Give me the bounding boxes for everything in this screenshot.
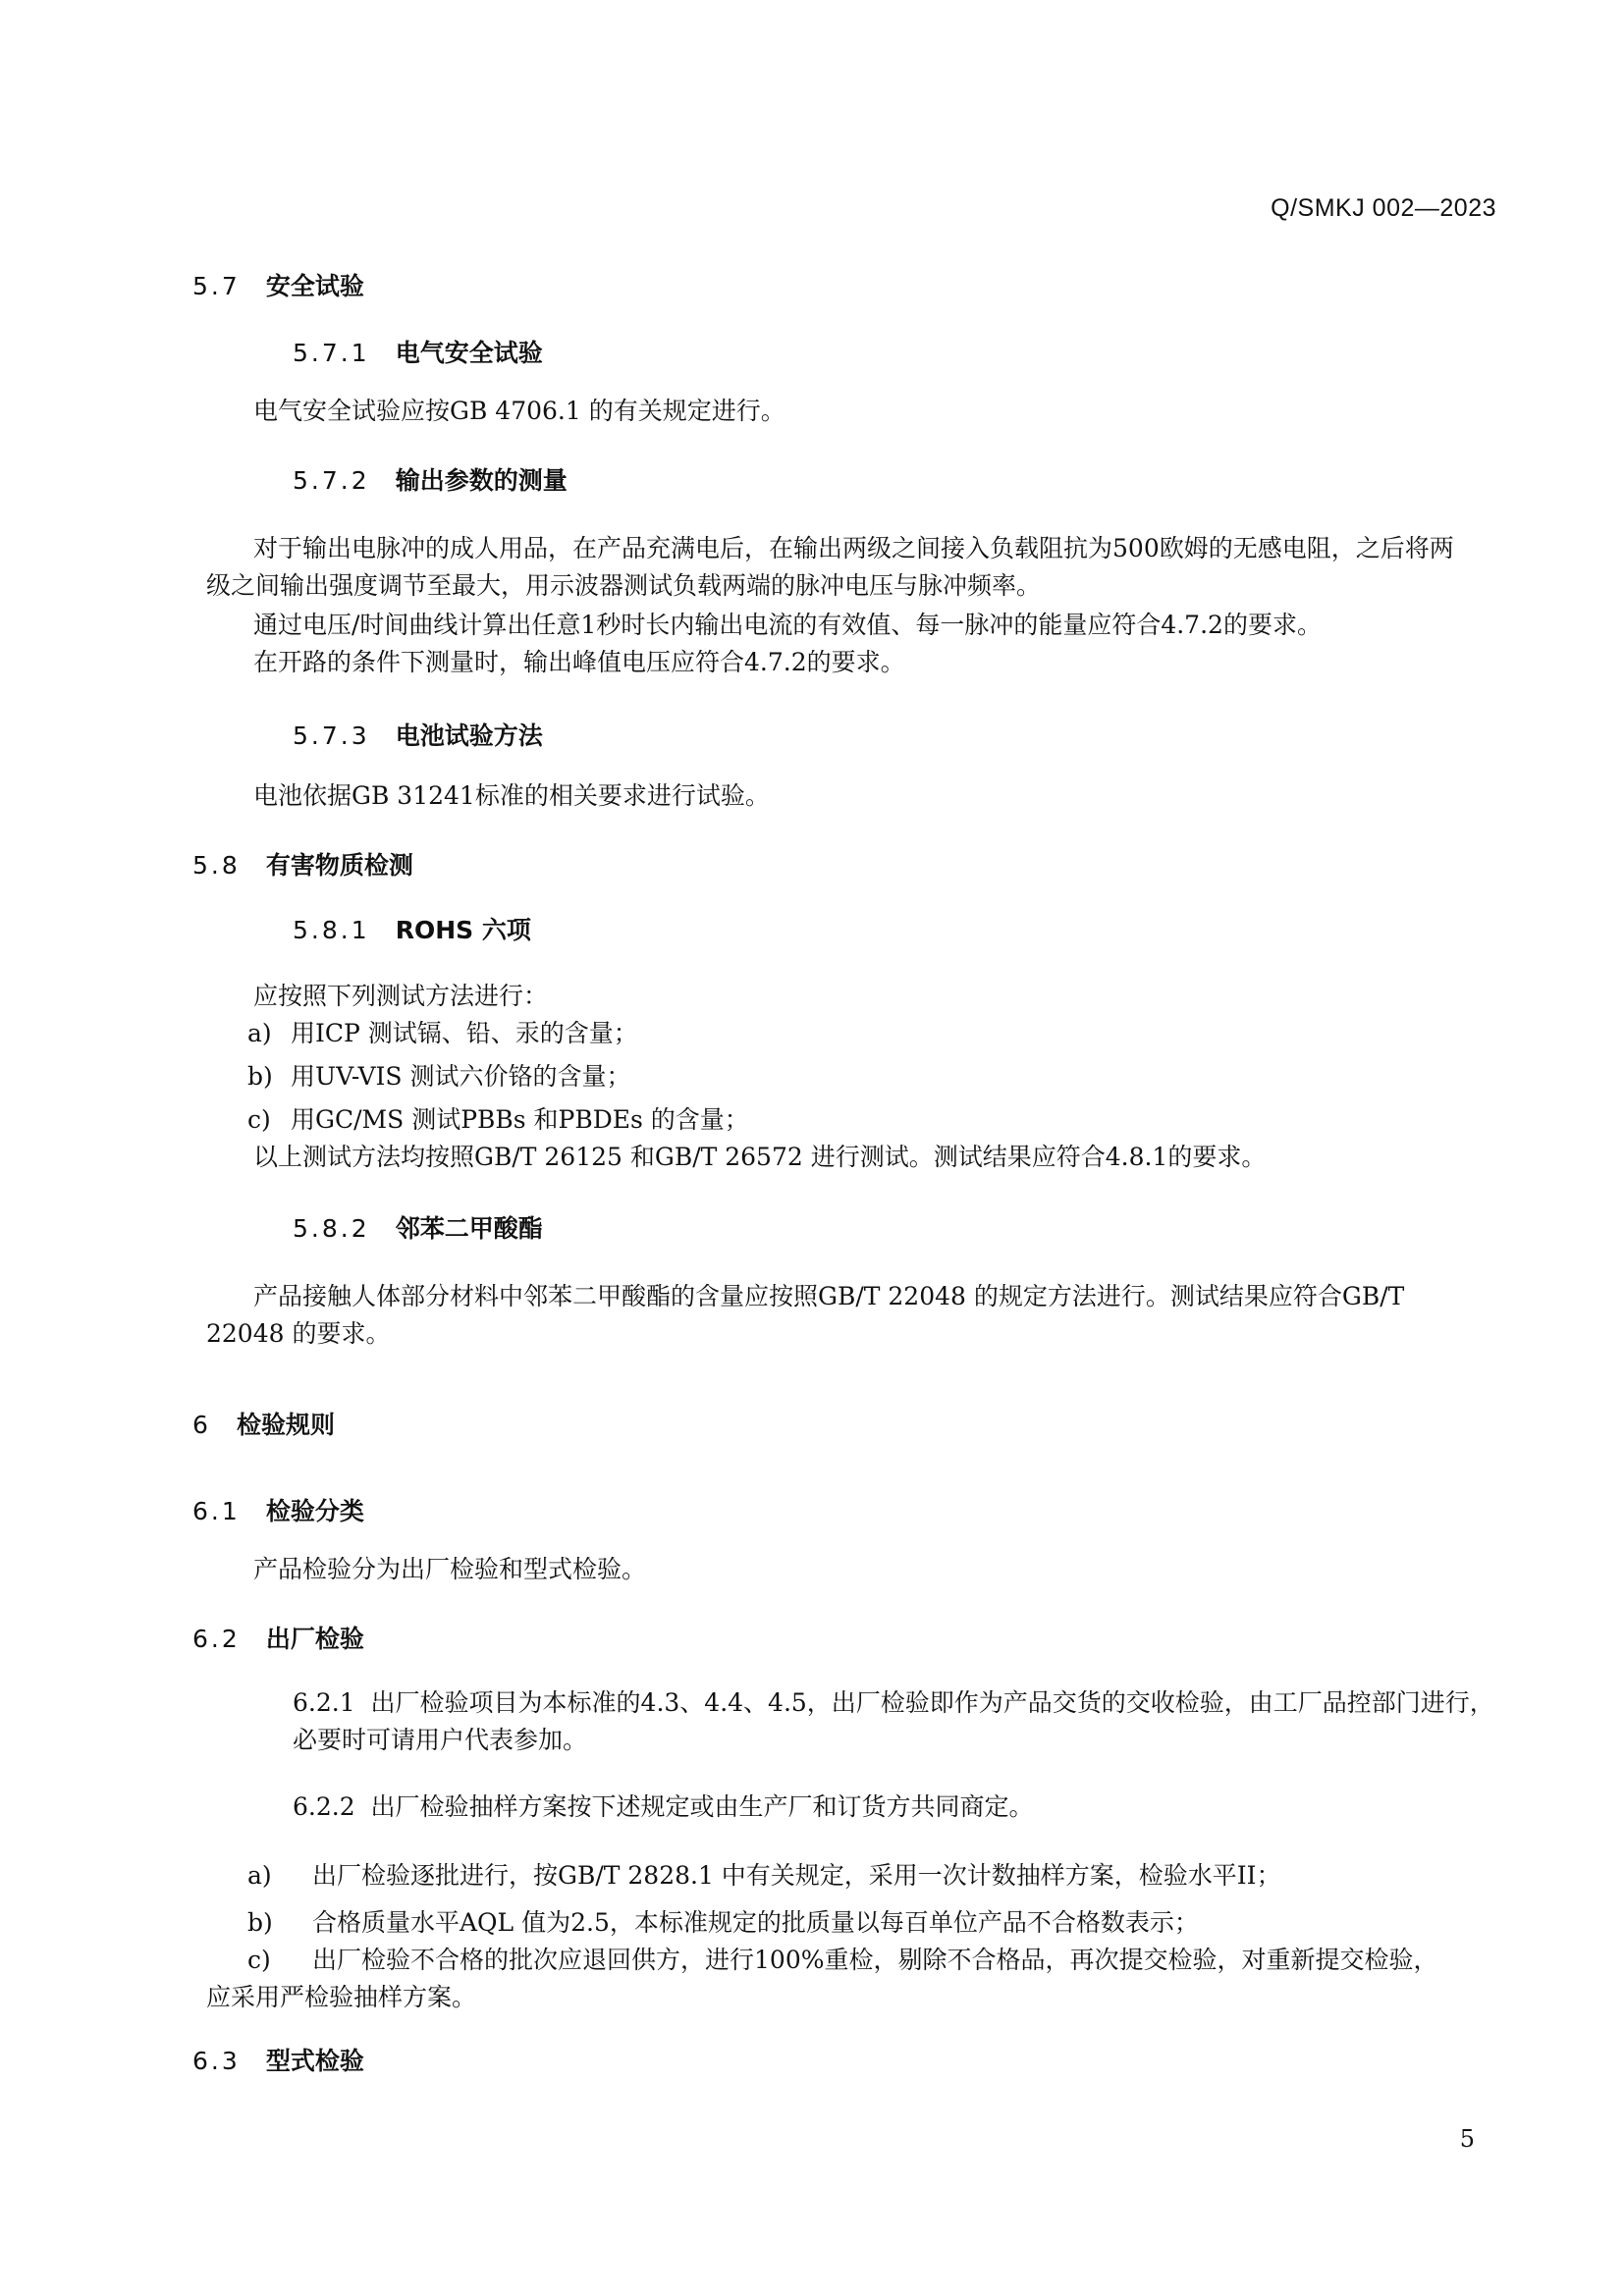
list-marker: b) <box>247 1062 273 1091</box>
paragraph-6-2-1 <box>293 1684 1500 1759</box>
section-number: 5.8.1 <box>293 916 370 944</box>
section-number: 5.7.3 <box>293 721 370 750</box>
list-item <box>206 1942 1461 2016</box>
paragraph: 电气安全试验应按GB 4706.1 的有关规定进行。 <box>253 397 785 425</box>
section-6-2-heading <box>192 1620 364 1655</box>
list-marker: a) <box>247 1019 272 1047</box>
list-item <box>247 1857 1281 1895</box>
list-item <box>247 1904 1199 1942</box>
section-title: 检验规则 <box>237 1411 336 1439</box>
paragraph: 产品接触人体部分材料中邻苯二甲酸酯的含量应按照GB/T 22048 的规定方法进行。测试结果应符合GB/T 22048 的要求。 <box>206 1282 1405 1348</box>
paragraph: 以上测试方法均按照GB/T 26125 和GB/T 26572 进行测试。测试结果应符合4.8.1的要求。 <box>253 1143 1267 1171</box>
section-number: 6.1 <box>192 1497 241 1525</box>
list-item-text: 出厂检验逐批进行，按GB/T 2828.1 中有关规定，采用一次计数抽样方案，检验水平II； <box>312 1861 1281 1890</box>
section-6-3-heading <box>192 2042 364 2077</box>
paragraph: 对于输出电脉冲的成人用品，在产品充满电后，在输出两级之间接入负载阻抗为500欧姆的无感电阻，之后将两级之间输出强度调节至最大，用示波器测试负载两端的脉冲电压与脉冲频率。 <box>206 534 1454 600</box>
paragraph: 在开路的条件下测量时，输出峰值电压应符合4.7.2的要求。 <box>253 648 905 676</box>
list-item-text: 合格质量水平AQL 值为2.5，本标准规定的批质量以每百单位产品不合格数表示； <box>312 1908 1199 1937</box>
list-item <box>247 1101 749 1139</box>
clause-text: 出厂检验抽样方案按下述规定或由生产厂和订货方共同商定。 <box>370 1792 1034 1821</box>
section-title: 电池试验方法 <box>395 721 543 750</box>
list-marker: c) <box>247 1946 271 1974</box>
paragraph-6-2-2 <box>293 1789 1034 1826</box>
list-item-text: 用GC/MS 测试PBBs 和PBDEs 的含量； <box>291 1105 749 1134</box>
document-id-header: Q/SMKJ 002—2023 <box>1271 194 1496 222</box>
list-item <box>247 1058 630 1095</box>
paragraph: 产品检验分为出厂检验和型式检验。 <box>253 1555 647 1583</box>
list-marker: b) <box>247 1908 273 1937</box>
section-title: ROHS 六项 <box>395 916 531 944</box>
section-5-7-3-heading <box>293 717 543 752</box>
section-number: 5.8 <box>192 851 241 880</box>
section-title: 输出参数的测量 <box>395 466 568 495</box>
page-number: 5 <box>1459 2125 1475 2153</box>
list-marker: c) <box>247 1105 271 1134</box>
section-title: 电气安全试验 <box>395 339 543 367</box>
paragraph: 应按照下列测试方法进行： <box>253 982 549 1010</box>
section-title: 检验分类 <box>265 1497 364 1525</box>
section-title: 邻苯二甲酸酯 <box>395 1214 543 1243</box>
paragraph: 通过电压/时间曲线计算出任意1秒时长内输出电流的有效值、每一脉冲的能量应符合4.7.2的要求。 <box>253 611 1322 639</box>
section-number: 5.7 <box>192 272 241 300</box>
section-5-7-heading <box>192 267 364 302</box>
paragraph: 电池依据GB 31241标准的相关要求进行试验。 <box>253 781 770 810</box>
clause-number: 6.2.2 <box>293 1792 355 1821</box>
section-5-8-2-heading <box>293 1209 543 1245</box>
section-title: 有害物质检测 <box>265 851 413 880</box>
section-number: 5.7.2 <box>293 466 370 495</box>
section-number: 5.7.1 <box>293 339 370 367</box>
section-number: 5.8.2 <box>293 1214 370 1243</box>
section-number: 6 <box>192 1411 211 1439</box>
list-item-text: 出厂检验不合格的批次应退回供方，进行100%重检，剔除不合格品，再次提交检验，对重新提交检验，应采用严检验抽样方案。 <box>206 1946 1438 2011</box>
section-6-1-heading <box>192 1492 364 1527</box>
section-title: 安全试验 <box>265 272 364 300</box>
section-number: 6.2 <box>192 1625 241 1653</box>
section-title: 出厂检验 <box>265 1625 364 1653</box>
clause-number: 6.2.1 <box>293 1688 355 1717</box>
clause-text: 出厂检验项目为本标准的4.3、4.4、4.5，出厂检验即作为产品交货的交收检验，由工厂品控部门进行，必要时可请用户代表参加。 <box>293 1688 1494 1754</box>
section-6-heading <box>192 1406 335 1441</box>
section-5-8-1-heading <box>293 911 531 946</box>
list-marker: a) <box>247 1861 272 1890</box>
list-item-text: 用UV-VIS 测试六价铬的含量； <box>291 1062 631 1091</box>
list-item-text: 用ICP 测试镉、铅、汞的含量； <box>291 1019 638 1047</box>
section-5-7-2-heading <box>293 461 568 497</box>
list-item <box>247 1015 638 1052</box>
section-number: 6.3 <box>192 2047 241 2075</box>
section-5-8-heading <box>192 846 413 881</box>
section-title: 型式检验 <box>265 2047 364 2075</box>
section-5-7-1-heading <box>293 334 543 369</box>
